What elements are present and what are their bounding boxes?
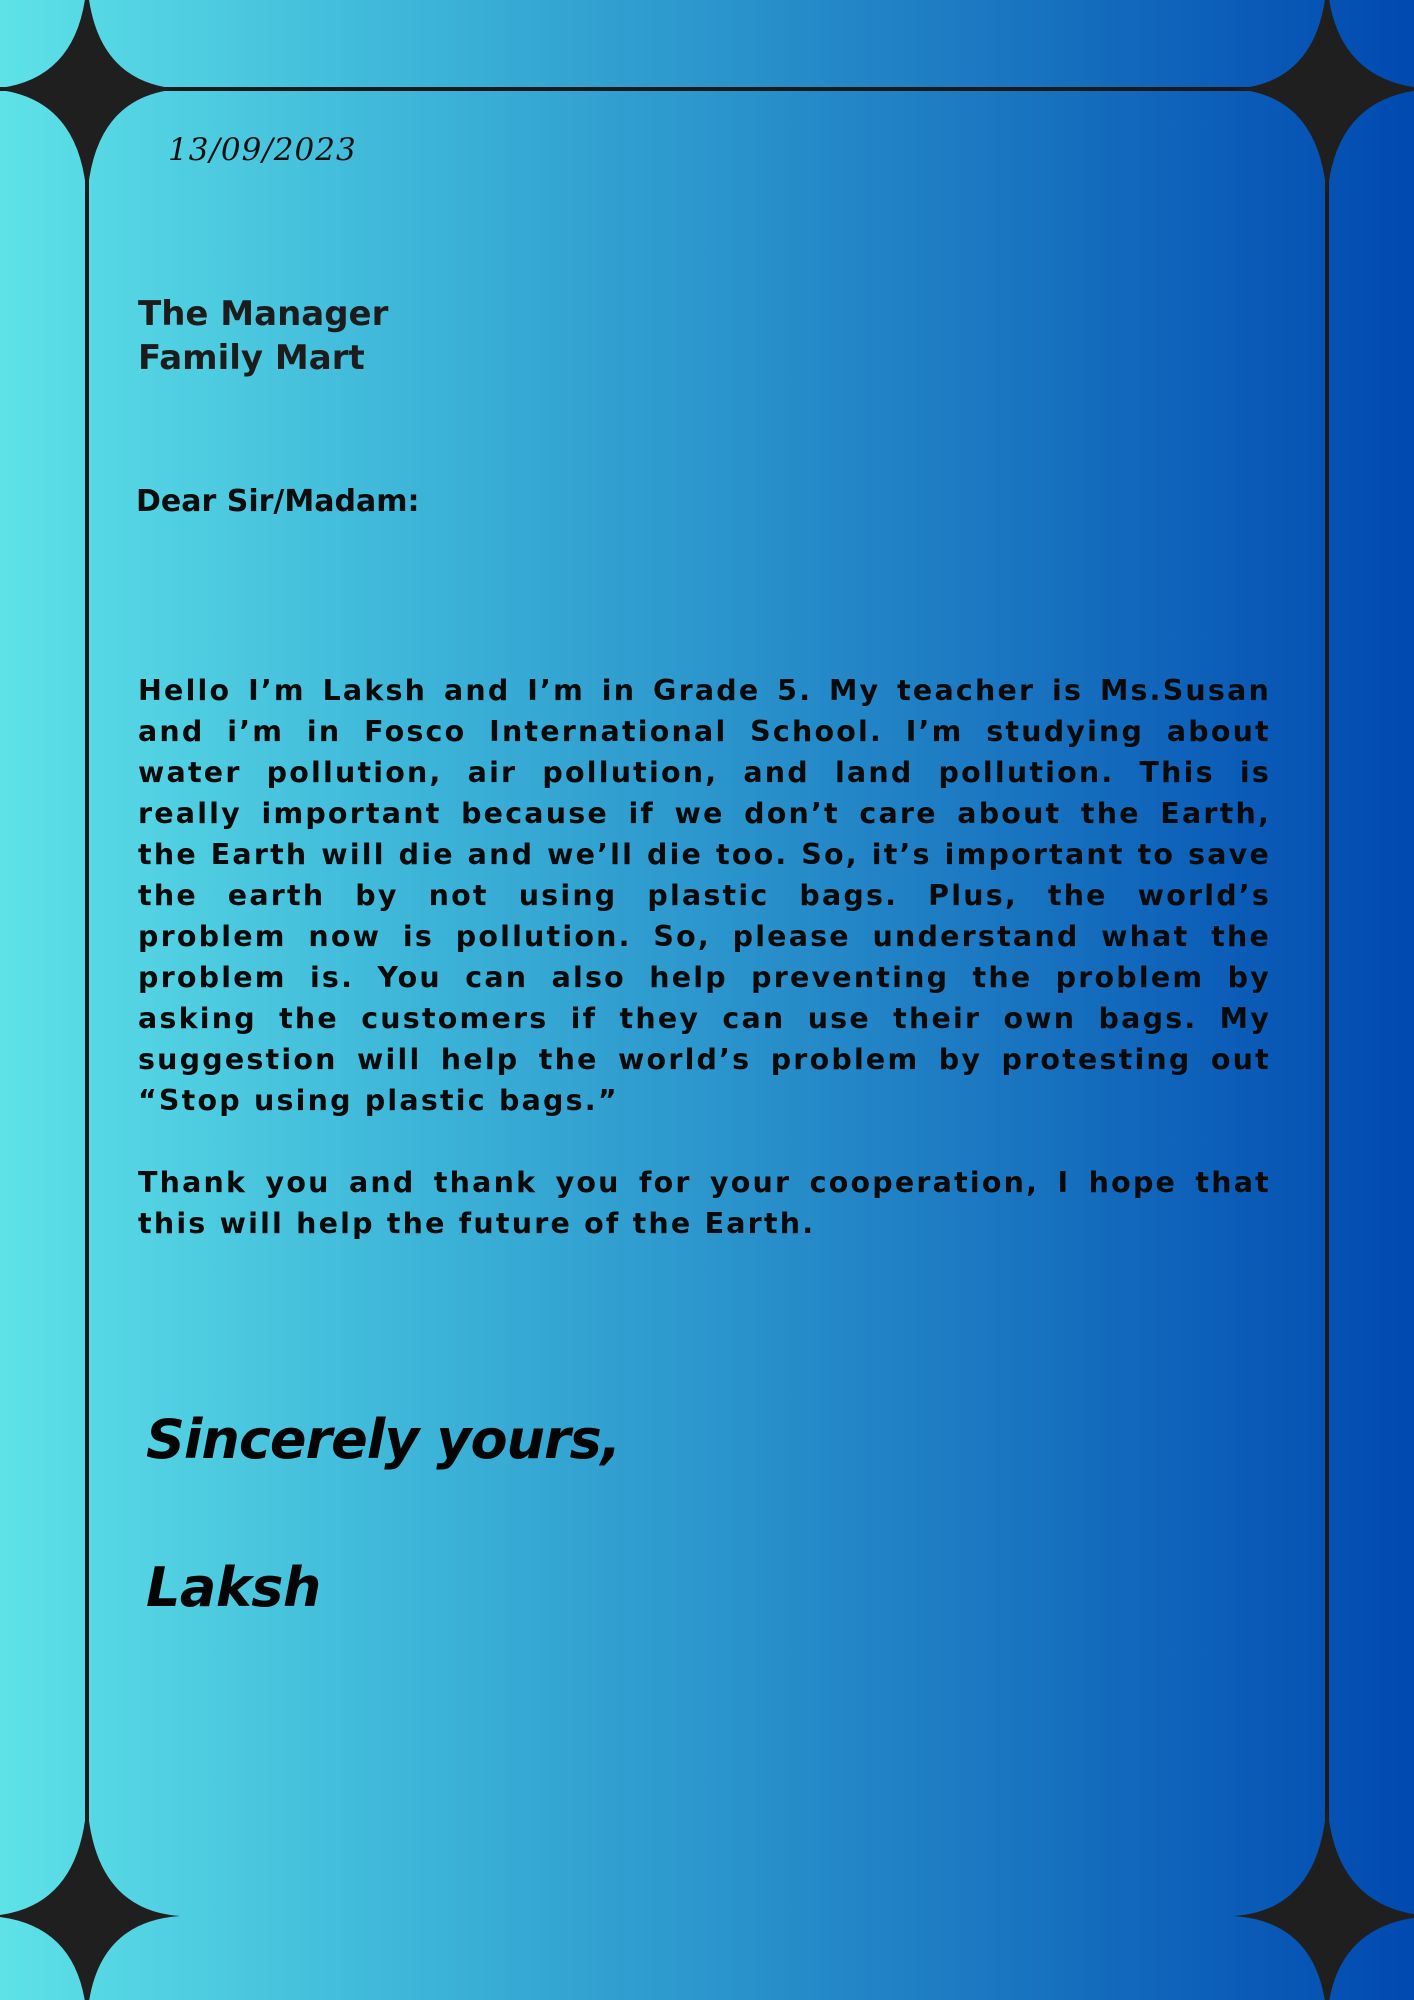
letter-date: 13/09/2023 bbox=[168, 132, 357, 168]
recipient-title: The Manager bbox=[138, 294, 389, 334]
recipient-company: Family Mart bbox=[138, 338, 365, 378]
salutation: Dear Sir/Madam: bbox=[136, 484, 420, 519]
letter-thanks: Thank you and thank you for your cooperation, I hope that this will help the future of the Earth. bbox=[138, 1166, 1271, 1240]
recipient-block bbox=[138, 292, 388, 380]
letter-body: Hello I’m Laksh and I’m in Grade 5. My teacher is Ms.Susan and i’m in Fosco International School. I’m studying about water pollution, air pollution, and land pollution. This is really important because if we don’t care about the Earth, the Earth will die and we’ll die too. So, it’s important to save the earth by not using plastic bags. Plus, the world’s problem now is pollution. So, please understand what the problem is. You can also help preventing the problem by asking the customers if they can use their own bags. My suggestion will help the world’s problem by protesting out “Stop using plastic bags.” bbox=[138, 674, 1271, 1117]
letter-closing: Sincerely yours, bbox=[146, 1408, 621, 1471]
letter-signature: Laksh bbox=[146, 1556, 321, 1619]
